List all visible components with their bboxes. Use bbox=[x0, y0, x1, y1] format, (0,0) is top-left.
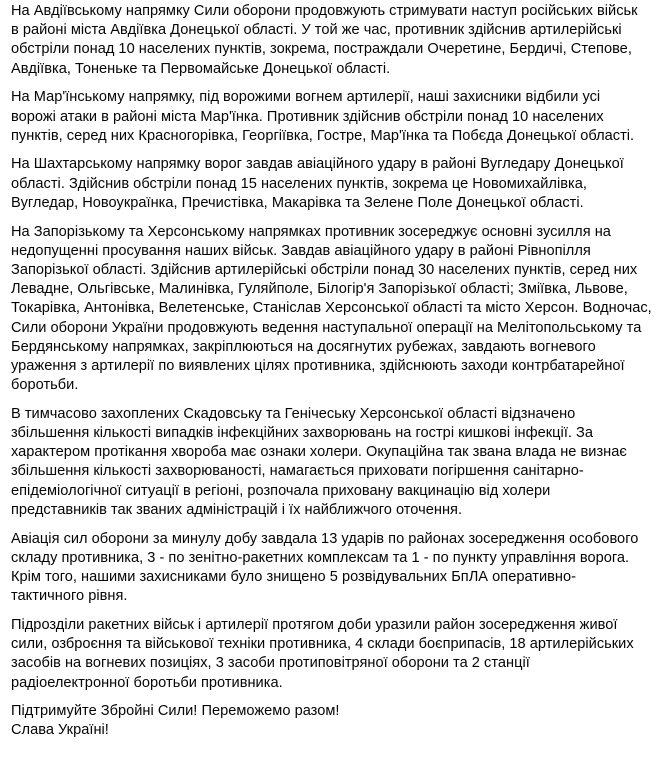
text-line: тактичного рівня. bbox=[11, 588, 128, 605]
text-line: радіоелектронної боротьби противника. bbox=[11, 674, 283, 691]
paragraph-closing bbox=[11, 702, 655, 740]
text-line: характером протікання хвороба має ознаки холери. Окупаційна так звана влада не визнає bbox=[11, 444, 627, 461]
paragraph-avdiivka bbox=[11, 2, 655, 79]
text-line: Підрозділи ракетних військ і артилерії протягом доби уразили район зосередження живої bbox=[11, 616, 618, 633]
text-line: Бердянському напрямках, закріплюються на досягнутих рубежах, завдають вогневого bbox=[11, 338, 596, 355]
paragraph-aviation bbox=[11, 530, 655, 607]
text-line: ворожі атаки в районі міста Мар'їнка. Противник здійснив обстріли понад 10 населених bbox=[11, 108, 604, 125]
text-line: Авіація сил оборони за минулу добу завдала 13 ударів по районах зосередження особового bbox=[11, 530, 639, 547]
text-line: Токарівка, Антонівка, Велетенське, Станіслав Херсонської області та місто Херсон. Водночас, bbox=[11, 300, 652, 317]
text-line: На Шахтарському напрямку ворог завдав авіаційного удару в районі Вугледару Донецької bbox=[11, 156, 624, 173]
text-line: Сили оборони України продовжують ведення наступальної операції на Мелітопольському та bbox=[11, 319, 642, 336]
text-line: засобів на вогневих позиціях, 3 засоби протиповітряної оборони та 2 станції bbox=[11, 655, 530, 672]
text-line: На Мар'їнському напрямку, під ворожими вогнем артилерії, наші захисники відбили усі bbox=[11, 89, 601, 106]
paragraph-occupied-territories bbox=[11, 405, 655, 520]
text-line: представників так званих адміністрацій і їх найближчого оточення. bbox=[11, 501, 463, 518]
text-line: Вугледар, Новоукраїнка, Пречистівка, Макарівка та Зелене Поле Донецької області. bbox=[11, 194, 584, 211]
text-line: складу противника, 3 - по зенітно-ракетних комплексам та 1 - по пункту управління ворога. bbox=[11, 549, 630, 566]
text-line: Левадне, Ольгівське, Малинівка, Гуляйполе, Білогір'я Запорізької області; Зміївка, Львове, bbox=[11, 281, 628, 298]
paragraph-zaporizhzhia-kherson bbox=[11, 223, 655, 396]
text-line: На Авдіївському напрямку Сили оборони продовжують стримувати наступ російських військ bbox=[11, 3, 638, 19]
text-line: епідеміологічної ситуації в регіоні, розпочала приховану вакцинацію від холери bbox=[11, 482, 551, 499]
text-line: Крім того, нашими захисниками було знищено 5 розвідувальних БпЛА оперативно- bbox=[11, 568, 577, 585]
text-line: пунктів, серед них Красногорівка, Георгіївка, Гостре, Мар'їнка та Побєда Донецької області. bbox=[11, 127, 635, 144]
text-line: в районі міста Авдіївка Донецької області. У той же час, противник здійснив артилерійські bbox=[11, 22, 622, 39]
text-line: ураження з артилерії по виявлених цілях противника, здійснюють заходи контрбатарейної bbox=[11, 357, 625, 374]
text-line: недопущенні просування наших військ. Завдав авіаційного удару в районі Рівнопілля bbox=[11, 242, 591, 259]
text-line: збільшення кількості захворюваності, намагається приховати погіршення санітарно- bbox=[11, 463, 584, 480]
text-line: Слава Україні! bbox=[11, 722, 109, 739]
text-line: В тимчасово захоплених Скадовську та Генічеську Херсонської області відзначено bbox=[11, 405, 576, 422]
text-line: На Запорізькому та Херсонському напрямках противник зосереджує основні зусилля на bbox=[11, 223, 611, 240]
text-line: боротьби. bbox=[11, 377, 79, 394]
text-line: Запорізької області. Здійснив артилерійські обстріли понад 30 населених пунктів, серед них bbox=[11, 261, 638, 278]
text-line: області. Здійснив обстріли понад 15 населених пунктів, зокрема це Новомихайлівка, bbox=[11, 175, 587, 192]
paragraph-shakhtarsk bbox=[11, 155, 655, 213]
text-line: сили, озброєння та військової техніки противника, 4 склади боєприпасів, 18 артилерійських bbox=[11, 636, 634, 653]
text-line: Авдіївка, Тоненьке та Первомайське Донецької області. bbox=[11, 60, 391, 77]
paragraph-artillery bbox=[11, 616, 655, 693]
text-line: Підтримуйте Збройні Сили! Переможемо разом! bbox=[11, 703, 340, 720]
paragraph-marinka bbox=[11, 88, 655, 146]
text-line: збільшення кількості випадків інфекційних захворювань на гострі кишкові інфекції. За bbox=[11, 425, 594, 442]
text-line: обстріли понад 10 населених пунктів, зокрема, постраждали Очеретине, Бердичі, Степове, bbox=[11, 41, 632, 58]
